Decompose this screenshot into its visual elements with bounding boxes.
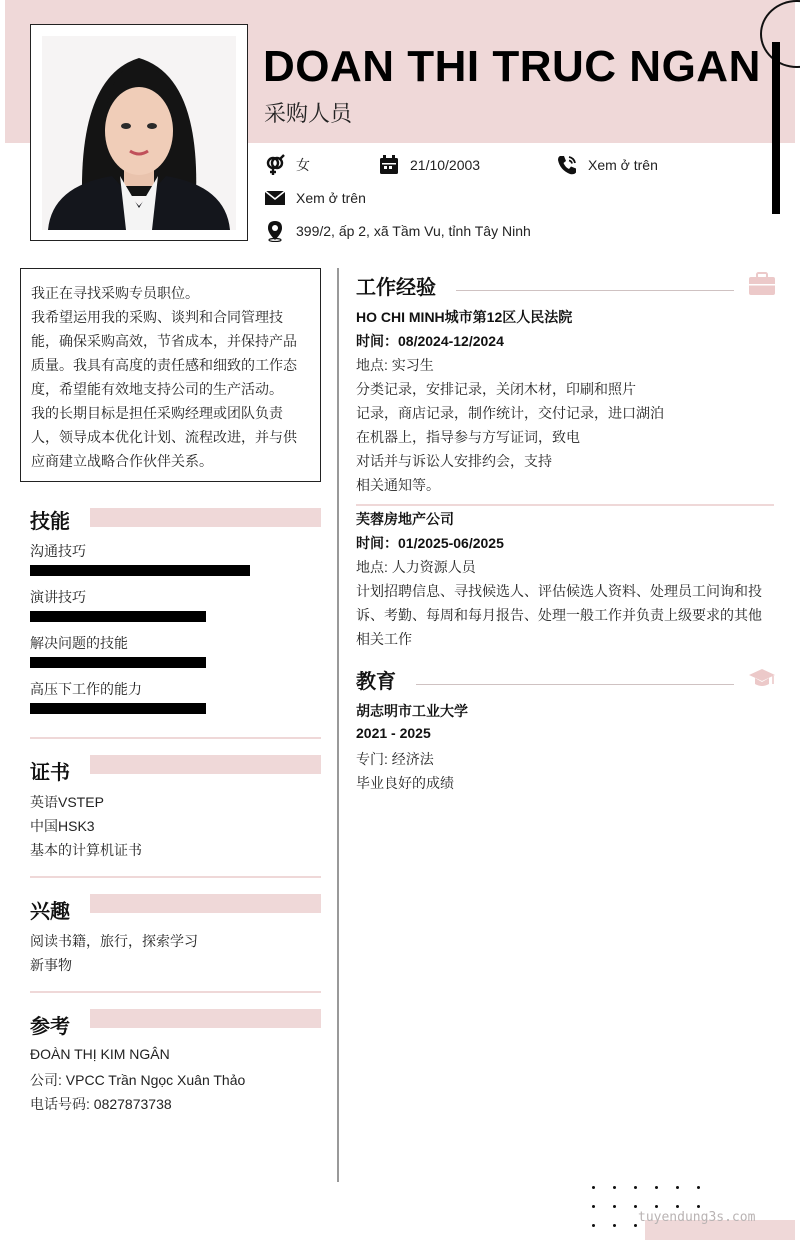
- info-address: [264, 220, 531, 242]
- education-heading-rule: [416, 684, 734, 685]
- decorative-dot: [592, 1186, 595, 1189]
- experience-heading: 工作经验: [356, 277, 436, 299]
- education-heading: 教育: [356, 671, 396, 693]
- map-pin-icon: [264, 220, 286, 242]
- job-divider: [356, 504, 774, 506]
- decorative-dot: [697, 1186, 700, 1189]
- address-value: 399/2, ấp 2, xã Tầm Vu, tỉnh Tây Ninh: [296, 223, 531, 239]
- job-description-line: 在机器上，指导参与方写证词，致电: [356, 429, 580, 445]
- skill-bar-fill: [30, 565, 250, 576]
- info-gender: [264, 154, 310, 176]
- decorative-dot: [697, 1205, 700, 1208]
- references-heading: 参考: [30, 1016, 70, 1038]
- decorative-dot: [634, 1186, 637, 1189]
- school-name: 胡志明市工业大学: [356, 703, 468, 719]
- briefcase-icon: [748, 272, 776, 301]
- job-time: 时间：08/2024-12/2024: [356, 333, 504, 349]
- section-divider: [30, 991, 321, 993]
- summary-paragraph: 我的长期目标是担任采购经理或团队负责人，领导成本优化计划、流程改进，并与供应商建立战略合作伙伴关系。: [31, 405, 297, 469]
- section-divider: [30, 876, 321, 878]
- skill-label: 沟通技巧: [30, 543, 86, 559]
- info-birthdate: [378, 154, 480, 176]
- section-divider: [30, 737, 321, 739]
- envelope-icon: [264, 187, 286, 209]
- decorative-dot: [676, 1186, 679, 1189]
- job-description-line: 记录，商店记录，制作统计，交付记录，进口湖泊: [356, 405, 664, 421]
- graduation-cap-icon: [748, 667, 776, 694]
- birthdate-value: 21/10/2003: [410, 157, 481, 173]
- decorative-dot: [634, 1205, 637, 1208]
- interests-heading-band: [90, 894, 321, 913]
- career-summary: [20, 268, 321, 482]
- education-major: 专门: 经济法: [356, 751, 434, 767]
- skills-heading: 技能: [30, 511, 70, 533]
- certificate-item: 英语VSTEP: [30, 794, 104, 810]
- skill-bar-fill: [30, 611, 206, 622]
- gender-value: 女: [296, 157, 310, 173]
- experience-heading-rule: [456, 290, 734, 291]
- education-note: 毕业良好的成绩: [356, 775, 454, 791]
- phone-icon: [556, 154, 578, 176]
- info-email: [264, 187, 366, 209]
- watermark: tuyendung3s.com: [638, 1210, 756, 1225]
- job-description-line: 对话并与诉讼人安排约会，支持: [356, 453, 552, 469]
- decorative-dot: [655, 1186, 658, 1189]
- job-company: 芙蓉房地产公司: [356, 511, 454, 527]
- email-value: Xem ở trên: [296, 190, 366, 206]
- decorative-dot: [613, 1224, 616, 1227]
- skill-bar: [30, 703, 323, 714]
- certificate-item: 基本的计算机证书: [30, 842, 142, 858]
- reference-name: ĐOÀN THỊ KIM NGÂN: [30, 1046, 170, 1062]
- interests-heading: 兴趣: [30, 901, 70, 923]
- decorative-dot: [592, 1224, 595, 1227]
- skill-bar: [30, 565, 323, 576]
- certificates-heading: 证书: [30, 762, 70, 784]
- skill-bar-fill: [30, 657, 206, 668]
- interest-line: 新事物: [30, 957, 72, 973]
- decorative-dot: [613, 1205, 616, 1208]
- references-heading-band: [90, 1009, 321, 1028]
- skill-label: 演讲技巧: [30, 589, 86, 605]
- skills-heading-band: [90, 508, 321, 527]
- job-time: 时间：01/2025-06/2025: [356, 535, 504, 551]
- decorative-dot: [655, 1205, 658, 1208]
- column-divider: [337, 268, 339, 1182]
- skill-bar-fill: [30, 703, 206, 714]
- summary-paragraph: 我希望运用我的采购、谈判和合同管理技能，确保采购高效，节省成本，并保持产品质量。我具有高度的责任感和细致的工作态度，希望能有效地支持公司的生产活动。: [31, 309, 297, 397]
- skill-label: 解决问题的技能: [30, 635, 128, 651]
- candidate-name: DOAN THI TRUC NGAN: [263, 42, 761, 91]
- job-description-line: 相关通知等。: [356, 477, 440, 493]
- calendar-icon: [378, 154, 400, 176]
- decorative-dot: [634, 1224, 637, 1227]
- info-phone: [556, 154, 658, 176]
- job-description-line: 计划招聘信息、寻找候选人、评估候选人资料、处理员工问询和投: [356, 583, 762, 599]
- job-description-line: 诉、考勤、每周和每月报告、处理一般工作并负责上级要求的其他: [356, 607, 762, 623]
- decorative-dot: [676, 1205, 679, 1208]
- decorative-dot: [592, 1205, 595, 1208]
- gender-icon: [264, 154, 286, 176]
- skill-bar: [30, 611, 323, 622]
- interest-line: 阅读书籍，旅行，探索学习: [30, 933, 198, 949]
- job-place: 地点: 实习生: [356, 357, 434, 373]
- candidate-role: 采购人员: [264, 101, 353, 126]
- skill-label: 高压下工作的能力: [30, 681, 142, 697]
- reference-phone: 电话号码: 0827873738: [30, 1096, 172, 1112]
- profile-photo: [42, 36, 236, 230]
- job-description-line: 相关工作: [356, 631, 412, 647]
- phone-value: Xem ở trên: [588, 157, 658, 173]
- decorative-vertical-bar: [772, 42, 780, 214]
- skill-bar: [30, 657, 323, 668]
- decorative-dot: [613, 1186, 616, 1189]
- summary-paragraph: 我正在寻找采购专员职位。: [31, 285, 199, 301]
- education-years: 2021 - 2025: [356, 725, 431, 741]
- certificates-heading-band: [90, 755, 321, 774]
- reference-company: 公司: VPCC Trần Ngọc Xuân Thảo: [30, 1072, 246, 1088]
- job-company: HO CHI MINH城市第12区人民法院: [356, 309, 573, 325]
- job-place: 地点: 人力资源人员: [356, 559, 476, 575]
- certificate-item: 中国HSK3: [30, 818, 95, 834]
- job-description-line: 分类记录，安排记录，关闭木材，印刷和照片: [356, 381, 636, 397]
